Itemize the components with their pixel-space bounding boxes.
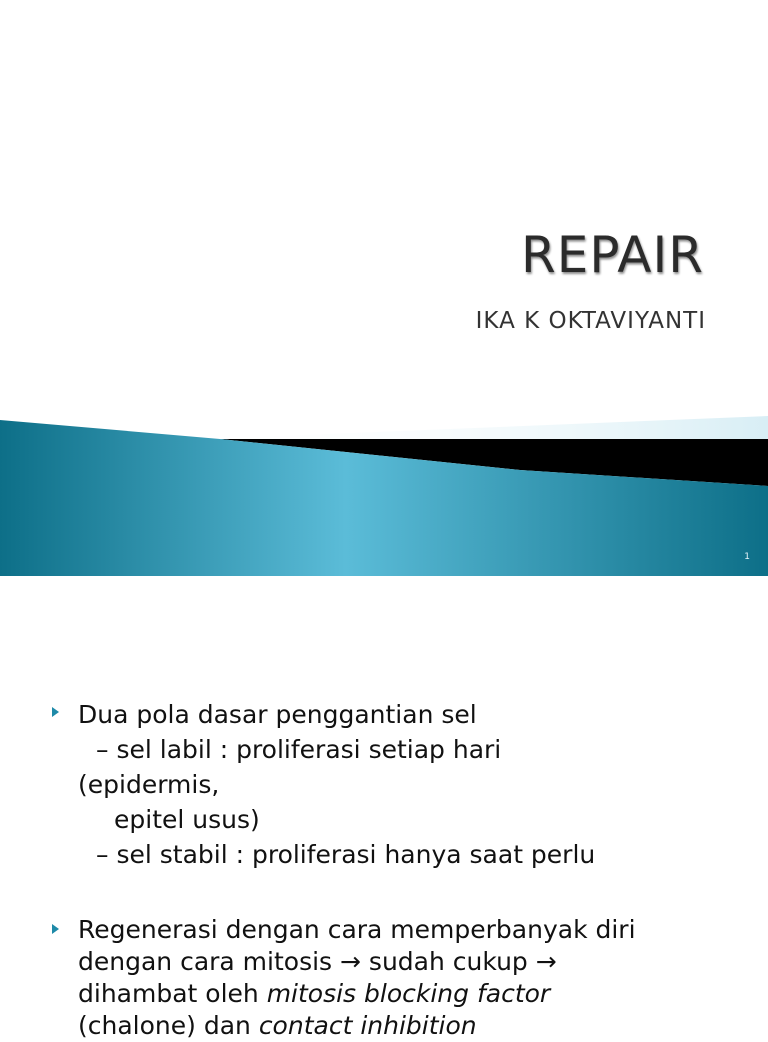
bullet-line: Regenerasi dengan cara memperbanyak diri [78,915,636,944]
bullet-line: (epidermis, [78,770,220,799]
bullet-line: – sel stabil : proliferasi hanya saat perlu [96,840,596,869]
triangle-right-icon [52,924,59,934]
italic-term: mitosis blocking factor [266,979,551,1008]
italic-term: contact inhibition [258,1011,477,1040]
bullet-line [78,978,752,1010]
slide-number: 1 [744,552,750,562]
light-sliver [180,416,768,440]
bullet-text [78,914,752,1042]
slide-subtitle: IKA K OKTAVIYANTI [475,308,706,334]
bullet-line: dengan cara mitosis → sudah cukup → [78,947,557,976]
triangle-right-icon [52,707,59,717]
bullet-item [52,914,752,1042]
bullet-item [52,697,752,872]
text-segment: (chalone) dan [78,1011,259,1040]
text-segment: dihambat oleh [78,979,267,1008]
decorative-wave-band [0,400,768,576]
bullet-line: epitel usus) [114,805,260,834]
bullet-line: Dua pola dasar penggantian sel [78,700,477,729]
slide-title: REPAIR [521,226,704,284]
bullet-text [78,697,752,872]
bullet-line: – sel labil : proliferasi setiap hari [96,735,502,764]
bullet-line [78,1010,752,1042]
content-slide [0,576,768,1040]
